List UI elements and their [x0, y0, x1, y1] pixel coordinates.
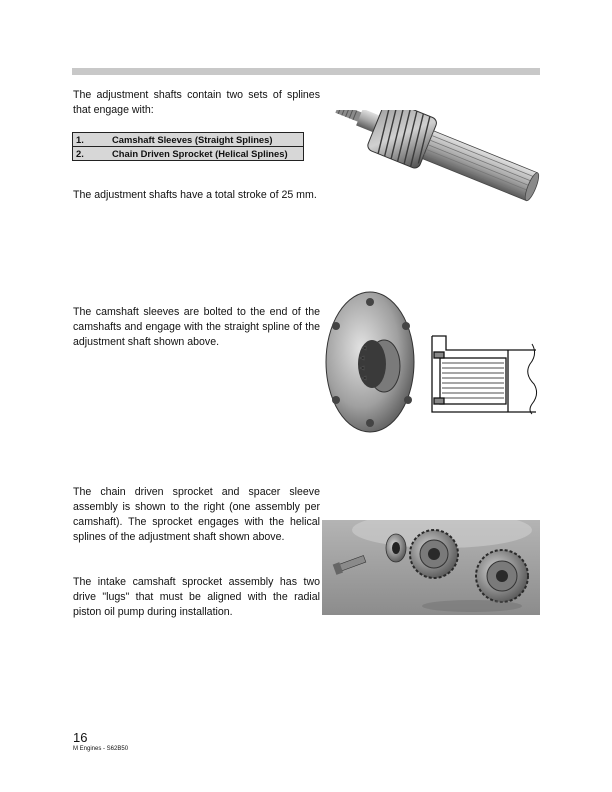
- sprocket-assembly-photo: [322, 520, 540, 615]
- table-row: [73, 147, 304, 161]
- header-rule: [72, 68, 540, 75]
- sleeve-photo: [326, 292, 414, 432]
- paragraph-stroke: The adjustment shafts have a total stroke of 25 mm.: [73, 189, 317, 201]
- table-row: [73, 133, 304, 147]
- camshaft-sleeve-figure: [322, 288, 540, 438]
- paragraph-sprocket-assembly: The chain driven sprocket and spacer sleeve assembly is shown to the right (one assembly per camshaft). The sprocket engages with the helical splines of the adjustment shaft shown above.: [73, 486, 320, 543]
- row-number: 1.: [73, 133, 110, 147]
- paragraph-splines-intro: The adjustment shafts contain two sets of splines that engage with:: [73, 89, 320, 116]
- paragraph-intake-sprocket: The intake camshaft sprocket assembly has two drive "lugs" that must be aligned with the radial piston oil pump during installation.: [73, 576, 320, 618]
- row-number: 2.: [73, 147, 110, 161]
- row-text: Camshaft Sleeves (Straight Splines): [109, 133, 304, 147]
- adjustment-shaft-photo: [325, 110, 540, 250]
- document-label: M Engines - S62B50: [73, 746, 129, 752]
- page-number: 16: [73, 730, 88, 745]
- splines-table: [72, 132, 304, 161]
- row-text: Chain Driven Sprocket (Helical Splines): [109, 147, 304, 161]
- paragraph-camshaft-sleeves: The camshaft sleeves are bolted to the end of the camshafts and engage with the straight spline of the adjustment shaft shown above.: [73, 306, 320, 348]
- sleeve-cross-section-drawing: [432, 336, 537, 414]
